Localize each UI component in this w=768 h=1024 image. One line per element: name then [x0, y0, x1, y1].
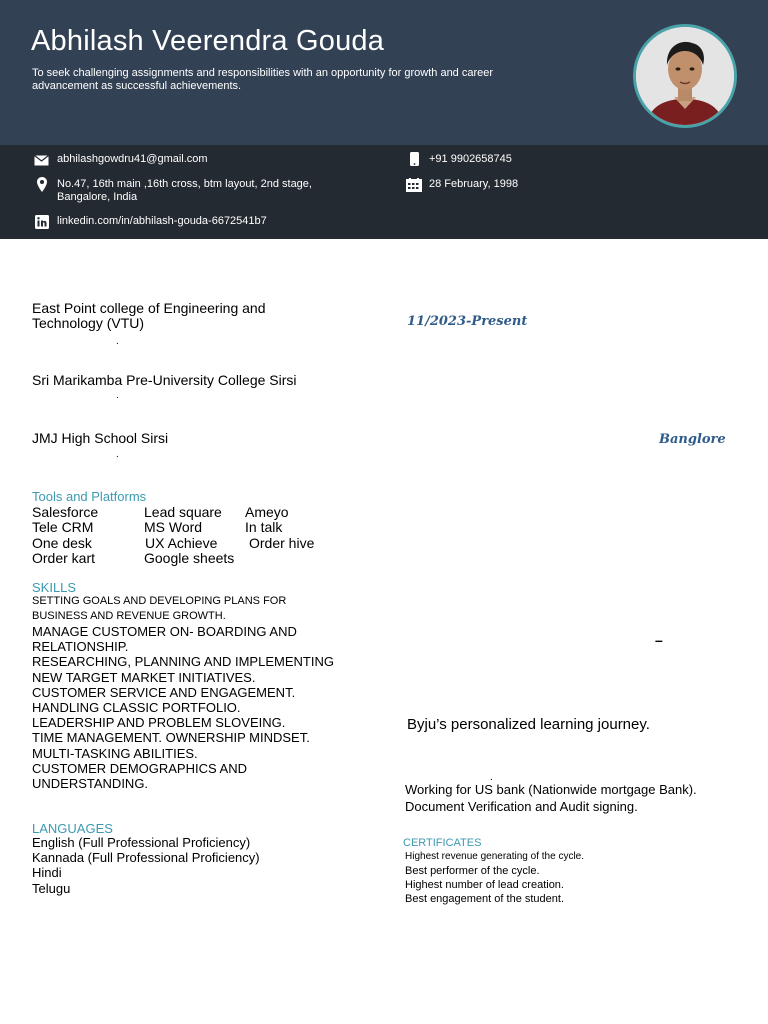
skill-item-first: SETTING GOALS AND DEVELOPING PLANS FOR BUSINESS AND REVENUE GROWTH. — [32, 595, 287, 622]
certificates-section-title: CERTIFICATES — [403, 837, 482, 849]
certificate-item: Best engagement of the student. — [405, 893, 565, 905]
skill-item: LEADERSHIP AND PROBLEM SLOVEING. — [32, 715, 286, 731]
linkedin-link[interactable]: linkedin.com/in/abhilash-gouda-6672541b7 — [57, 215, 267, 227]
education-institution-2: Sri Marikamba Pre-University College Sirsi — [32, 372, 297, 388]
email-link[interactable]: abhilashgowdru41@gmail.com — [57, 153, 208, 165]
education-detail-3: . — [116, 449, 119, 460]
tool-item: MS Word — [144, 519, 203, 535]
resume-header — [0, 0, 768, 145]
calendar-icon — [406, 178, 422, 197]
postal-address: No.47, 16th main ,16th cross, btm layout, 2nd stage, Bangalore, India — [57, 178, 312, 203]
date-of-birth: 28 February, 1998 — [429, 178, 519, 190]
skills-section-title: SKILLS — [32, 580, 77, 595]
linkedin-icon — [35, 215, 49, 234]
candidate-name: Abhilash Veerendra Gouda — [31, 25, 385, 57]
certificate-item: Best performer of the cycle. — [405, 865, 540, 877]
profile-photo — [633, 24, 737, 128]
education-detail-1: . — [116, 336, 119, 347]
language-item: Telugu — [32, 880, 71, 896]
education-detail-2: . — [116, 390, 119, 401]
education-institution-1: East Point college of Engineering and Technology (VTU) — [32, 300, 266, 331]
tool-item: Google sheets — [144, 550, 235, 566]
language-item: Kannada (Full Professional Proficiency) — [32, 850, 260, 866]
map-pin-icon — [37, 177, 47, 197]
contact-bar — [0, 145, 768, 239]
envelope-icon — [34, 153, 49, 171]
work-byjus-line: Byju’s personalized learning journey. — [407, 716, 650, 733]
skill-item: HANDLING CLASSIC PORTFOLIO. — [32, 700, 241, 716]
education-institution-3: JMJ High School Sirsi — [32, 430, 169, 446]
language-item: Hindi — [32, 865, 62, 881]
language-item: English (Full Professional Proficiency) — [32, 835, 251, 850]
tool-item: Lead square — [144, 504, 222, 520]
work-dot: . — [490, 772, 493, 783]
skills-list — [32, 624, 342, 791]
work-document-line: Document Verification and Audit signing. — [405, 799, 638, 814]
work-date: 11/2023-Present — [407, 314, 528, 329]
tool-item: One desk — [32, 535, 92, 551]
tool-item: UX Achieve — [145, 535, 218, 551]
tool-item: Order hive — [249, 535, 315, 551]
skill-item: MANAGE CUSTOMER ON- BOARDING AND RELATIONSHIP. — [32, 624, 297, 655]
tool-item: Tele CRM — [32, 519, 94, 535]
mobile-phone-icon — [410, 152, 419, 171]
tools-grid — [32, 504, 352, 568]
skill-item: CUSTOMER DEMOGRAPHICS AND UNDERSTANDING. — [32, 760, 248, 792]
tools-section-title: Tools and Platforms — [32, 489, 147, 504]
career-objective: To seek challenging assignments and responsibilities with an opportunity for growth and career advancement as successful achievements. — [32, 67, 494, 92]
skill-item: CUSTOMER SERVICE AND ENGAGEMENT. — [32, 684, 296, 700]
skill-item: TIME MANAGEMENT. OWNERSHIP MINDSET. — [32, 730, 310, 746]
tool-item: Order kart — [32, 550, 96, 566]
certificate-item: Highest revenue generating of the cycle. — [405, 851, 584, 862]
work-location: Banglore — [659, 432, 726, 447]
skill-item: RESEARCHING, PLANNING AND IMPLEMENTING NEW TARGET MARKET INITIATIVES. — [32, 654, 334, 685]
phone-number[interactable]: +91 9902658745 — [429, 153, 512, 165]
certificate-item: Highest number of lead creation. — [405, 879, 564, 891]
profile-photo-image — [636, 27, 734, 125]
languages-section-title: LANGUAGES — [32, 821, 113, 836]
tool-item: Salesforce — [32, 504, 99, 520]
tool-item: Ameyo — [245, 504, 289, 520]
skill-item: MULTI-TASKING ABILITIES. — [32, 745, 198, 761]
work-dash: – — [655, 632, 663, 648]
languages-list — [32, 835, 260, 896]
tool-item: In talk — [245, 519, 283, 535]
work-us-bank-line: Working for US bank (Nationwide mortgage Bank). — [405, 782, 697, 797]
certificates-list — [405, 850, 584, 906]
